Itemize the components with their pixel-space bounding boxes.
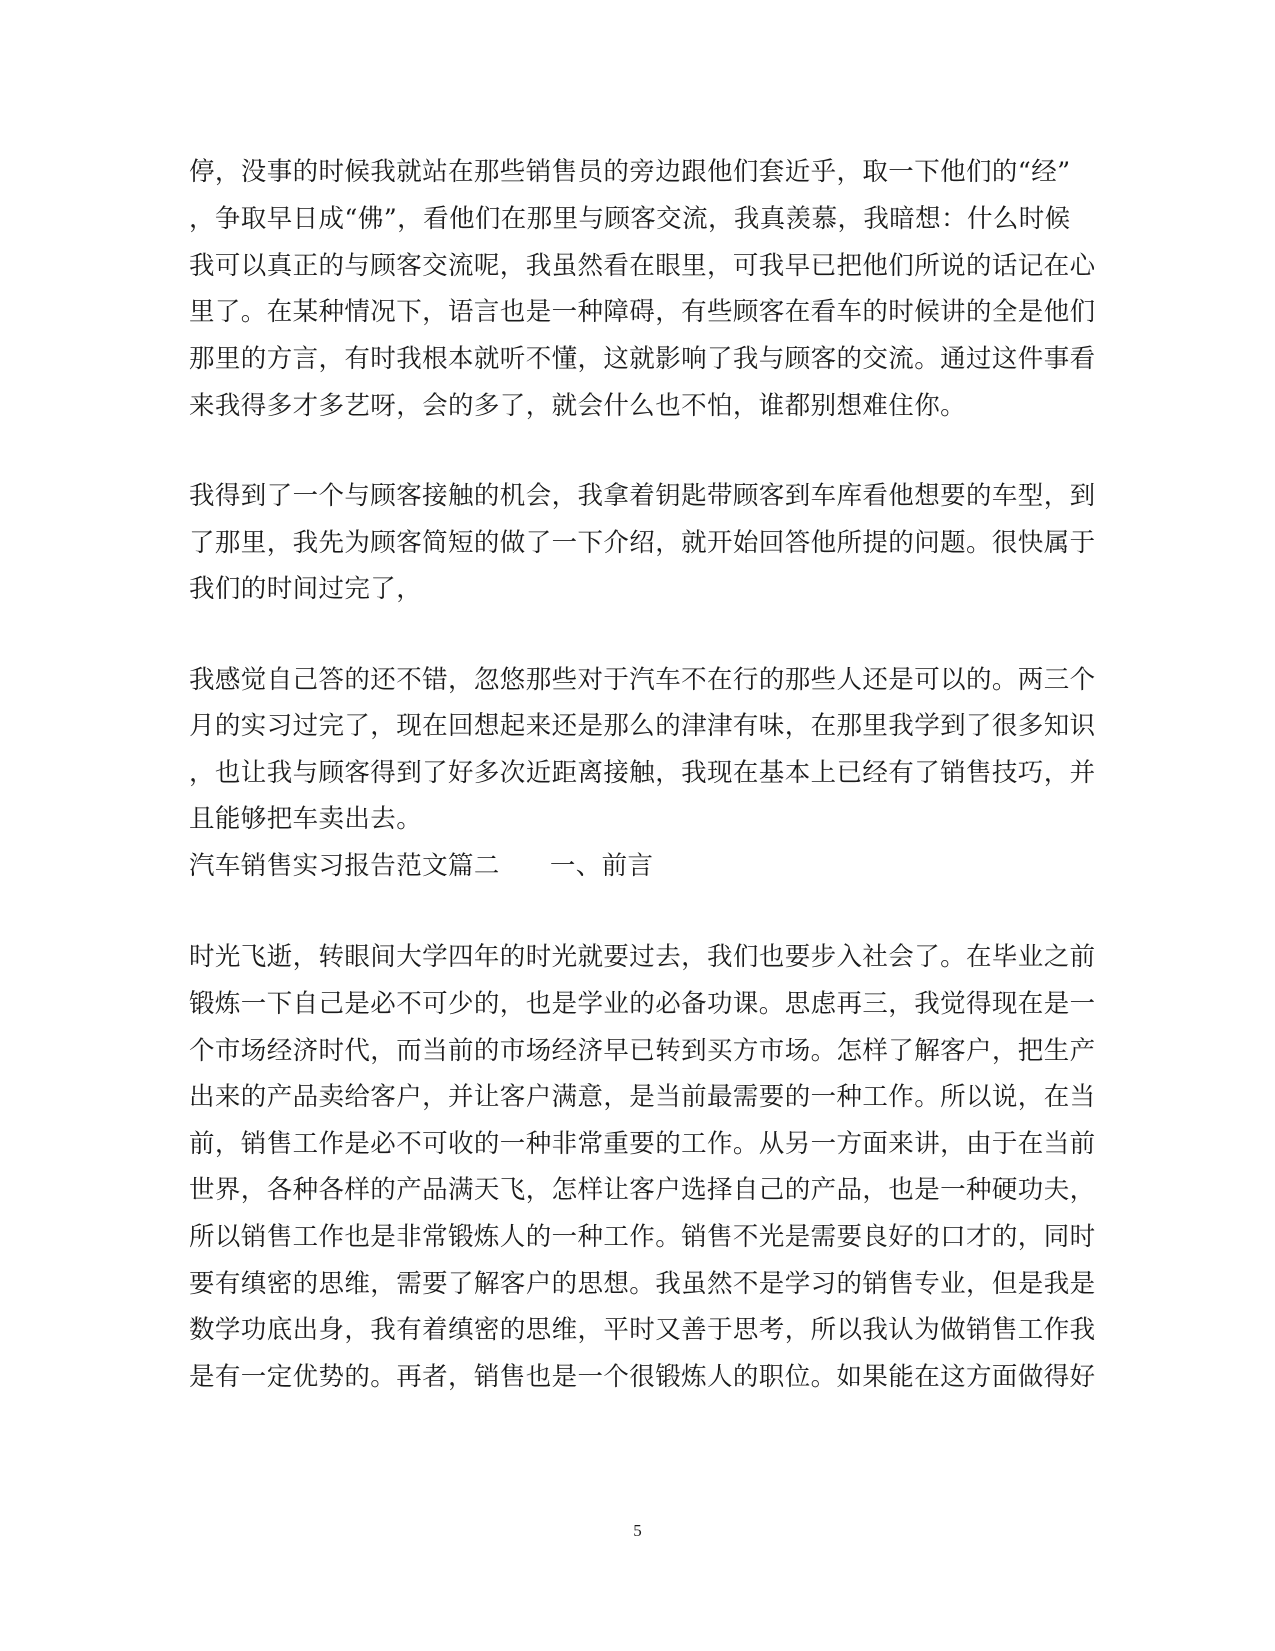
paragraph-5-line-1: 时光飞逝，转眼间大学四年的时光就要过去，我们也要步入社会了。在毕业之前 — [189, 942, 1096, 972]
paragraph-2-line-3: 我们的时间过完了， — [189, 574, 423, 604]
page-number: 5 — [633, 1521, 642, 1540]
section-heading-line — [189, 850, 1069, 882]
paragraph-5-line-7: 所以销售工作也是非常锻炼人的一种工作。销售不光是需要良好的口才的，同时 — [189, 1222, 1096, 1252]
paragraph-1-line-2: ，争取早日成“佛”，看他们在那里与顾客交流，我真羡慕，我暗想：什么时候 — [189, 204, 1071, 234]
paragraph-5-line-4: 出来的产品卖给客户，并让客户满意，是当前最需要的一种工作。所以说，在当 — [189, 1082, 1096, 1112]
paragraph-2-line-1: 我得到了一个与顾客接触的机会，我拿着钥匙带顾客到车库看他想要的车型，到 — [189, 481, 1096, 511]
paragraph-5-line-2: 锻炼一下自己是必不可少的，也是学业的必备功课。思虑再三，我觉得现在是一 — [189, 989, 1096, 1019]
paragraph-2-line-2: 了那里，我先为顾客简短的做了一下介绍，就开始回答他所提的问题。很快属于 — [189, 528, 1096, 558]
paragraph-5-line-6: 世界，各种各样的产品满天飞，怎样让客户选择自己的产品，也是一种硬功夫， — [189, 1175, 1096, 1205]
paragraph-1-line-6: 来我得多才多艺呀，会的多了，就会什么也不怕，谁都别想难住你。 — [189, 391, 967, 421]
paragraph-5-line-8: 要有缜密的思维，需要了解客户的思想。我虽然不是学习的销售专业，但是我是 — [189, 1269, 1096, 1299]
section-heading: 汽车销售实习报告范文篇二 — [189, 851, 500, 881]
paragraph-1-line-1: 停，没事的时候我就站在那些销售员的旁边跟他们套近乎，取一下他们的“经” — [189, 157, 1071, 187]
paragraph-3-line-3: ，也让我与顾客得到了好多次近距离接触，我现在基本上已经有了销售技巧，并 — [189, 758, 1096, 788]
paragraph-1-line-3: 我可以真正的与顾客交流呢，我虽然看在眼里，可我早已把他们所说的话记在心 — [189, 251, 1096, 281]
section-subheading: 一、前言 — [549, 851, 654, 881]
paragraph-3-line-4: 且能够把车卖出去。 — [189, 804, 423, 834]
paragraph-1-line-5: 那里的方言，有时我根本就听不懂，这就影响了我与顾客的交流。通过这件事看 — [189, 344, 1096, 374]
paragraph-3-line-2: 月的实习过完了，现在回想起来还是那么的津津有味，在那里我学到了很多知识 — [189, 711, 1096, 741]
paragraph-3-line-1: 我感觉自己答的还不错，忽悠那些对于汽车不在行的那些人还是可以的。两三个 — [189, 665, 1096, 695]
paragraph-5-line-10: 是有一定优势的。再者，销售也是一个很锻炼人的职位。如果能在这方面做得好 — [189, 1362, 1096, 1392]
paragraph-1-line-4: 里了。在某种情况下，语言也是一种障碍，有些顾客在看车的时候讲的全是他们 — [189, 297, 1096, 327]
paragraph-5-line-5: 前，销售工作是必不可收的一种非常重要的工作。从另一方面来讲，由于在当前 — [189, 1129, 1096, 1159]
paragraph-5-line-9: 数学功底出身，我有着缜密的思维，平时又善于思考，所以我认为做销售工作我 — [189, 1315, 1096, 1345]
paragraph-5-line-3: 个市场经济时代，而当前的市场经济早已转到买方市场。怎样了解客户，把生产 — [189, 1036, 1096, 1066]
